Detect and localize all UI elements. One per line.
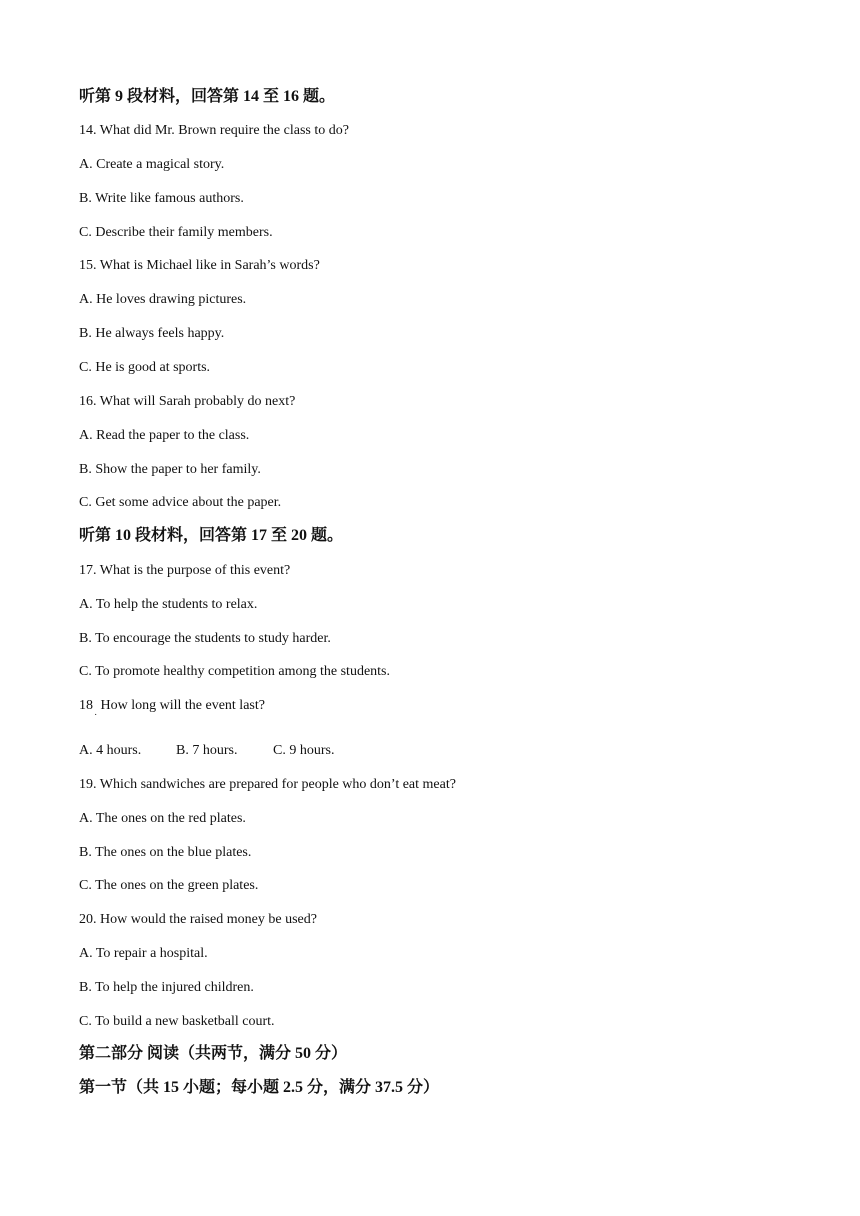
- option-17c: C. To promote healthy competition among the students.: [79, 664, 390, 679]
- option-20a: A. To repair a hospital.: [79, 946, 208, 961]
- question-18-text: How long will the event last?: [100, 698, 265, 713]
- option-17a: A. To help the students to relax.: [79, 597, 258, 612]
- option-19a: A. The ones on the red plates.: [79, 811, 246, 826]
- option-18b: B. 7 hours.: [176, 743, 238, 758]
- option-15b: B. He always feels happy.: [79, 326, 225, 341]
- option-16c: C. Get some advice about the paper.: [79, 495, 282, 510]
- question-20: 20. How would the raised money be used?: [79, 912, 317, 927]
- options-18: [79, 742, 334, 760]
- question-15: 15. What is Michael like in Sarah’s words?: [79, 258, 320, 273]
- option-18a: A. 4 hours.: [79, 743, 142, 758]
- section-1-heading: 第一节（共 15 小题；每小题 2.5 分，满分 37.5 分）: [79, 1079, 440, 1096]
- option-14c: C. Describe their family members.: [79, 225, 273, 240]
- option-20b: B. To help the injured children.: [79, 980, 254, 995]
- question-19: 19. Which sandwiches are prepared for people who don’t eat meat?: [79, 777, 456, 792]
- part-2-heading: 第二部分 阅读（共两节，满分 50 分）: [79, 1045, 348, 1062]
- option-19c: C. The ones on the green plates.: [79, 878, 259, 893]
- option-16b: B. Show the paper to her family.: [79, 462, 261, 477]
- option-15c: C. He is good at sports.: [79, 360, 211, 375]
- option-16a: A. Read the paper to the class.: [79, 428, 250, 443]
- option-19b: B. The ones on the blue plates.: [79, 845, 252, 860]
- option-14b: B. Write like famous authors.: [79, 191, 244, 206]
- question-18: [79, 697, 265, 715]
- option-20c: C. To build a new basketball court.: [79, 1014, 275, 1029]
- question-14: 14. What did Mr. Brown require the class to do?: [79, 123, 349, 138]
- section-10-heading: 听第 10 段材料，回答第 17 至 20 题。: [79, 527, 344, 544]
- stray-dot: ˙: [94, 713, 98, 724]
- question-18-number: 18: [79, 698, 93, 713]
- question-17: 17. What is the purpose of this event?: [79, 563, 291, 578]
- option-14a: A. Create a magical story.: [79, 157, 225, 172]
- option-15a: A. He loves drawing pictures.: [79, 292, 247, 307]
- question-16: 16. What will Sarah probably do next?: [79, 394, 296, 409]
- option-18c: C. 9 hours.: [273, 743, 335, 758]
- section-9-heading: 听第 9 段材料，回答第 14 至 16 题。: [79, 88, 336, 105]
- option-17b: B. To encourage the students to study harder.: [79, 631, 331, 646]
